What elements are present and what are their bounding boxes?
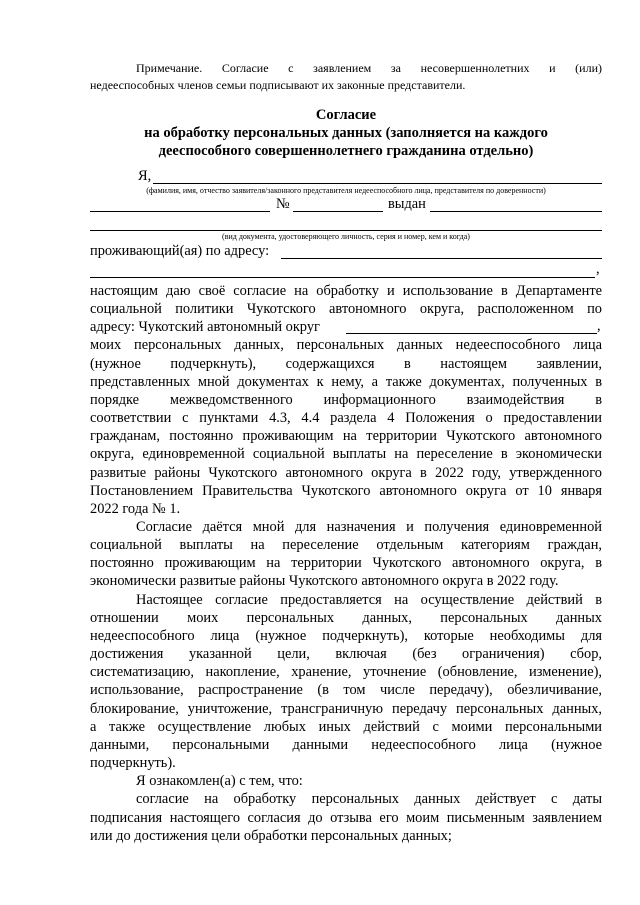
p1-line: адресу: Чукотский автономный округ [90, 319, 320, 335]
note-line-2: недееспособных членов семьи подписывают их законные представители. [90, 78, 466, 92]
issued-by-field[interactable] [430, 211, 602, 212]
p1-line: Постановлением Правительства Чукотского автономного округа от 10 января [90, 483, 602, 499]
document-subtitle-line-1: на обработку персональных данных (заполняется на каждого [144, 125, 548, 141]
p1-line: 2022 года № 1. [90, 501, 181, 517]
p1-line: настоящим даю своё согласие на обработку и использование в Департаменте [90, 283, 602, 299]
document-title: Согласие [315, 107, 377, 123]
p2-line: социальной выплаты на переселение отдельным категориям граждан, [90, 537, 602, 553]
p1-line: гражданам, постоянно проживающим на территории Чукотского автономного [90, 428, 602, 444]
p3-line: использование, распространение (в том числе передачу), обезличивание, [90, 682, 602, 698]
p3-line: подчеркнуть). [90, 755, 176, 771]
p1-line: округа, единовременной социальной выплаты на переселение в экономически [90, 446, 602, 462]
note-line-1: Примечание. Согласие с заявлением за несовершеннолетних и (или) [136, 61, 602, 75]
doc-type-field[interactable] [90, 211, 270, 212]
p3-line: достижения указанной цели, включая (без ограничения) сбор, [90, 646, 602, 662]
address-comma: , [596, 261, 600, 277]
document-subtitle-line-2: дееспособного совершеннолетнего гражданина отдельно) [158, 143, 534, 159]
p3-line: систематизацию, накопление, хранение, уточнение (обновление, изменение), [90, 664, 602, 680]
p3-line: блокирование, уничтожение, трансграничную передачу персональных данных, [90, 701, 602, 717]
okrug-comma: , [597, 318, 601, 334]
p1-line: порядке межведомственного информационного взаимодействия в [90, 392, 602, 408]
fio-hint: (фамилия, имя, отчество заявителя/законного представителя недееспособного лица, представителя по доверенности) [146, 186, 546, 195]
p5-line: согласие на обработку персональных данных действует с даты [136, 791, 602, 807]
okrug-address-field[interactable] [346, 333, 597, 334]
p3-line: данными, персональными данными недееспособного лица (нужное [90, 737, 602, 753]
p3-line: недееспособного лица (нужное подчеркнуть), которые необходимы для [90, 628, 602, 644]
issued-label: выдан [388, 196, 426, 212]
p1-line: развитые районы Чукотского автономного округа в 2022 году, утвержденного [90, 465, 602, 481]
doc-details-field[interactable] [90, 230, 602, 231]
p3-line: а также осуществление любых иных действий с моими персональными [90, 719, 602, 735]
p1-line: соответствии с пунктами 4.3, 4.4 раздела 4 Положения о предоставлении [90, 410, 602, 426]
p1-line: социальной политики Чукотского автономного округа, расположенном по [90, 301, 602, 317]
p1-line: (нужное подчеркнуть), содержащихся в настоящем заявлении, [90, 356, 602, 372]
p5-line: или до достижения цели обработки персональных данных; [90, 828, 452, 844]
p2-line: постоянно проживающим на территории Чукотского автономного округа, в [90, 555, 602, 571]
p3-line: отношении моих персональных данных, персональных данных [90, 610, 602, 626]
p2-line: Согласие даётся мной для назначения и получения единовременной [136, 519, 602, 535]
address-field-1[interactable] [281, 258, 602, 259]
p1-line: представленных мной документах к нему, а также документах, полученных в [90, 374, 602, 390]
ya-label: Я, [138, 168, 152, 184]
paragraph-acknowledge: Я ознакомлен(а) с тем, что: [136, 773, 303, 789]
fio-field[interactable] [153, 183, 602, 184]
address-field-2[interactable] [90, 277, 595, 278]
doc-number-field[interactable] [293, 211, 383, 212]
p5-line: подписания настоящего согласия до отзыва его моим письменным заявлением [90, 810, 602, 826]
p2-line: экономически развитые районы Чукотского автономного округа в 2022 году. [90, 573, 559, 589]
number-sign: № [276, 196, 290, 212]
p1-line: моих персональных данных, персональных данных недееспособного лица [90, 337, 602, 353]
doc-hint: (вид документа, удостоверяющего личность, серия и номер, кем и когда) [222, 232, 470, 241]
address-label: проживающий(ая) по адресу: [90, 243, 270, 259]
p3-line: Настоящее согласие предоставляется на осуществление действий в [136, 592, 602, 608]
